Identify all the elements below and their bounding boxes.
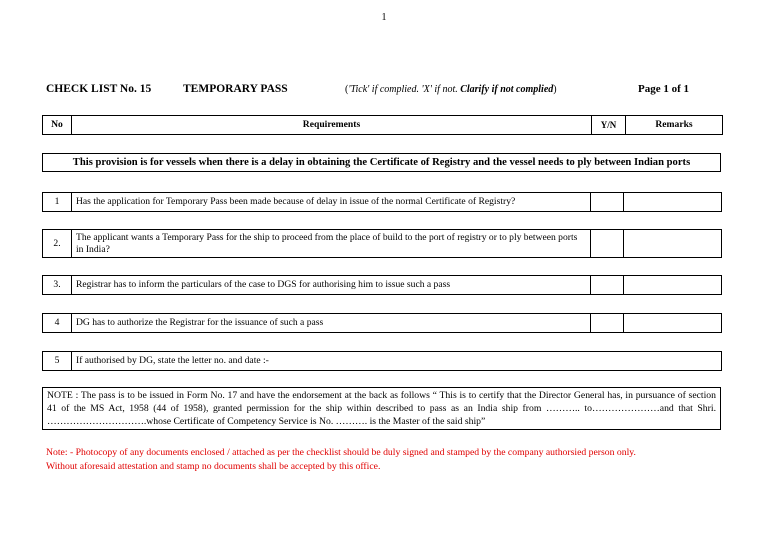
- col-no-header: No: [43, 116, 72, 135]
- item-requirement-text: The applicant wants a Temporary Pass for the ship to proceed from the place of build to the port of registry or to ply between ports in India?: [72, 230, 591, 258]
- page-of-label: Page 1 of 1: [638, 83, 690, 95]
- item-remarks-cell[interactable]: [624, 314, 722, 333]
- item-requirement-text: Has the application for Temporary Pass been made because of delay in issue of the normal Certificate of Registry?: [72, 193, 591, 212]
- item-requirement-text: Registrar has to inform the particulars of the case to DGS for authorising him to issue such a pass: [72, 276, 591, 295]
- item-requirement-text: If authorised by DG, state the letter no. and date :-: [72, 352, 722, 371]
- item-yn-cell[interactable]: [591, 314, 624, 333]
- instruction-open-paren: (: [345, 84, 349, 95]
- attestation-note-line-1: Note: - Photocopy of any documents enclosed / attached as per the checklist should be duly signed and stamped by the company authorsied person only.: [46, 447, 636, 458]
- item-number: 2.: [43, 230, 72, 258]
- item-remarks-cell[interactable]: [624, 230, 722, 258]
- item-yn-cell[interactable]: [591, 276, 624, 295]
- item-number: 5: [43, 352, 72, 371]
- column-header-row: [42, 115, 723, 135]
- instruction-clarify-text: Clarify if not complied: [460, 84, 554, 95]
- checklist-item-5: [42, 351, 722, 371]
- attestation-note: [46, 446, 726, 474]
- instruction-tick-text: 'Tick' if complied. 'X' if not.: [348, 84, 458, 95]
- item-number: 4: [43, 314, 72, 333]
- provision-banner: This provision is for vessels when there is a delay in obtaining the Certificate of Registry and the vessel needs to ply between Indian ports: [42, 153, 721, 172]
- item-number: 3.: [43, 276, 72, 295]
- col-yn-header: Y/N: [592, 116, 626, 135]
- checklist-title: TEMPORARY PASS: [183, 83, 288, 95]
- item-remarks-cell[interactable]: [624, 193, 722, 212]
- checklist-number: CHECK LIST No. 15: [46, 83, 152, 95]
- attestation-note-line-2: Without aforesaid attestation and stamp no documents shall be accepted by this office.: [46, 461, 381, 472]
- col-requirements-header: Requirements: [72, 116, 592, 135]
- endorsement-note: NOTE : The pass is to be issued in Form No. 17 and have the endorsement at the back as follows “ This is to certify that the Director General has, in pursuance of section 41 of the MS Act, 1958 (44 of 1958), granted permission for the ship within described to pass as an India ship from ……….. to…………………and that Shri. ………………………….whose Certificate of Competency Service is No. ………. is the Master of the said ship”: [42, 387, 721, 430]
- checklist-item-2: [42, 229, 722, 258]
- tick-instruction: [345, 84, 557, 95]
- checklist-item-3: [42, 275, 722, 295]
- item-remarks-cell[interactable]: [624, 276, 722, 295]
- item-number: 1: [43, 193, 72, 212]
- checklist-item-4: [42, 313, 722, 333]
- instruction-close-paren: ): [553, 84, 557, 95]
- col-remarks-header: Remarks: [626, 116, 723, 135]
- item-yn-cell[interactable]: [591, 193, 624, 212]
- checklist-item-1: [42, 192, 722, 212]
- item-yn-cell[interactable]: [591, 230, 624, 258]
- page-number: 1: [381, 12, 387, 23]
- item-requirement-text: DG has to authorize the Registrar for the issuance of such a pass: [72, 314, 591, 333]
